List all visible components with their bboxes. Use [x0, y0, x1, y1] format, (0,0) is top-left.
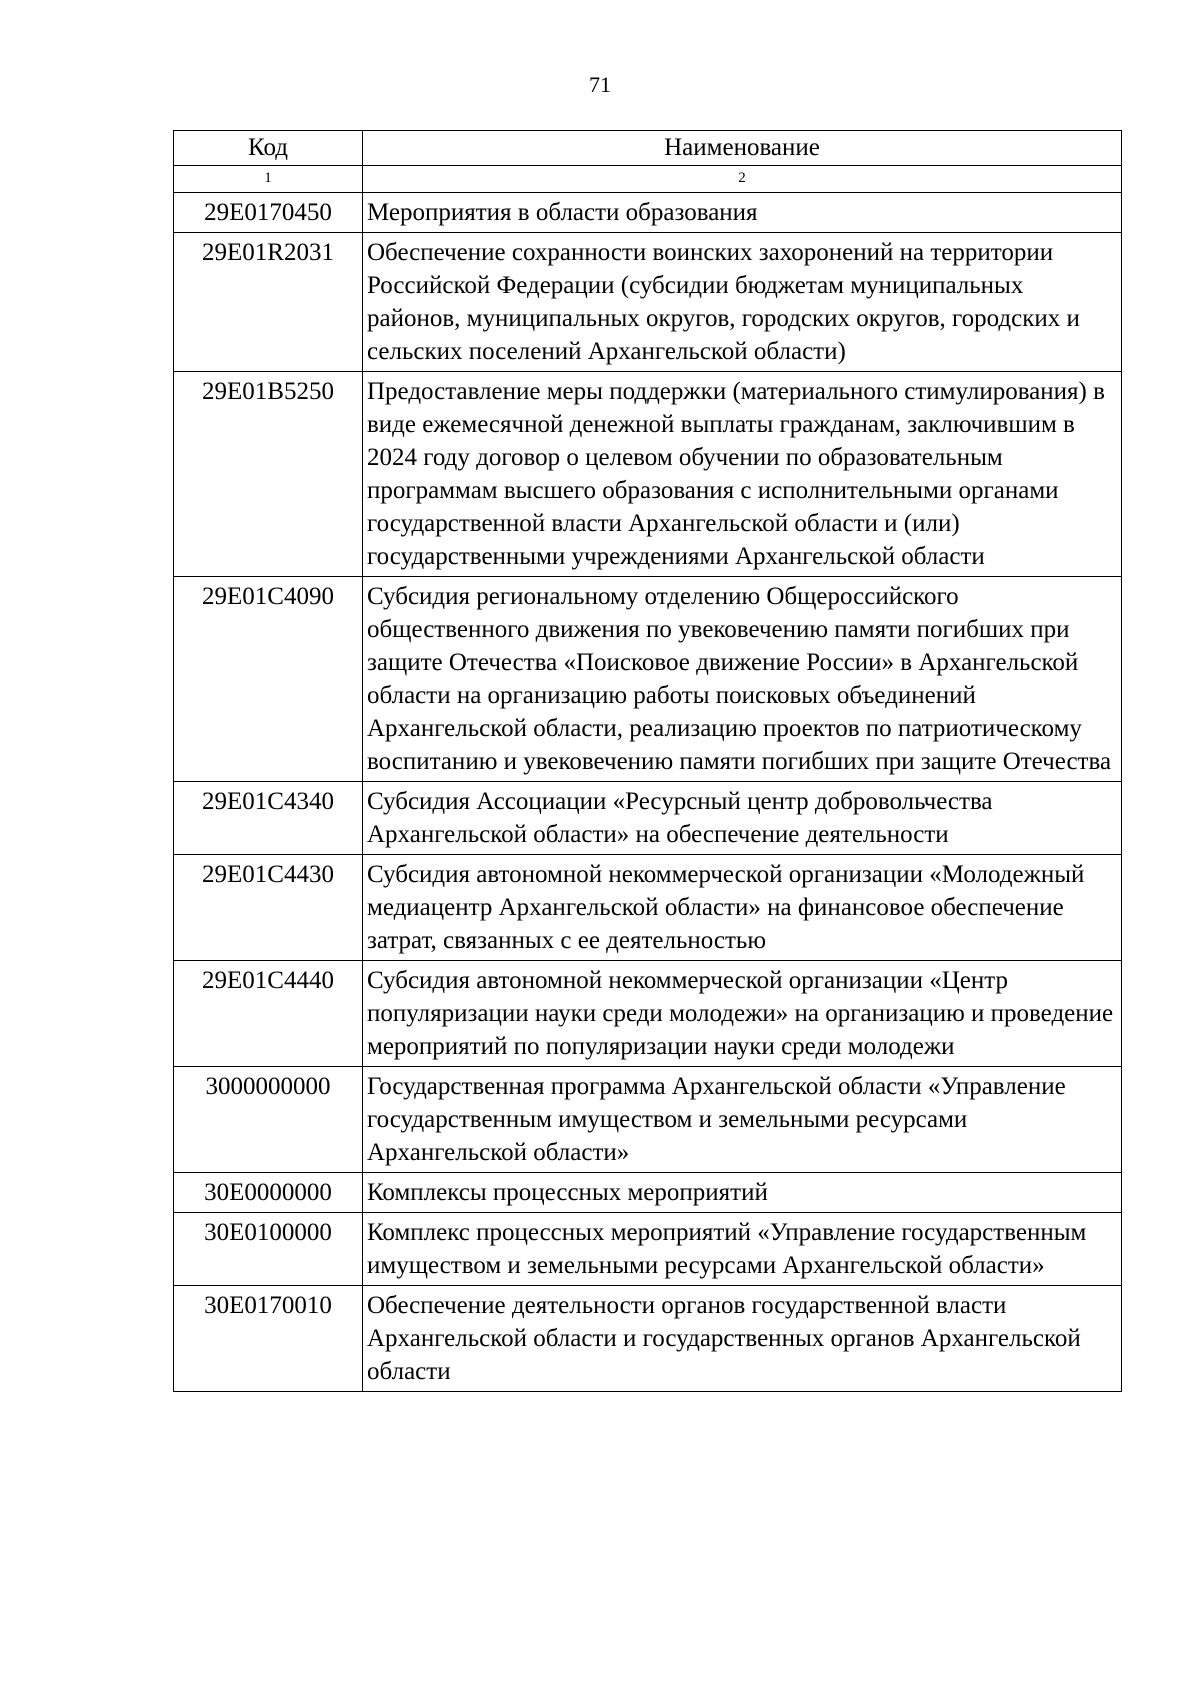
row-name: Обеспечение деятельности органов государственной власти Архангельской области и государственных органов Архангельской области	[363, 1286, 1122, 1392]
row-code: 30E0170010	[174, 1286, 363, 1392]
table-row	[174, 1067, 1122, 1173]
page-number: 71	[589, 72, 611, 97]
row-name: Предоставление меры поддержки (материального стимулирования) в виде ежемесячной денежной выплаты гражданам, заключившим в 2024 году договор о целевом обучении по образовательным программам высшего образования с исполнительными органами государственной власти Архангельской области и (или) государственными учреждениями Архангельской области	[363, 372, 1122, 577]
row-name: Субсидия региональному отделению Общероссийского общественного движения по увековечению памяти погибших при защите Отечества «Поисковое движение России» в Архангельской области на организацию работы поисковых объединений Архангельской области, реализацию проектов по патриотическому воспитанию и увековечению памяти погибших при защите Отечества	[363, 577, 1122, 782]
table-row	[174, 961, 1122, 1067]
row-name: Комплексы процессных мероприятий	[363, 1173, 1122, 1213]
row-name: Мероприятия в области образования	[363, 193, 1122, 233]
row-code: 29E01R2031	[174, 233, 363, 372]
row-code: 29E01C4340	[174, 782, 363, 855]
row-name: Государственная программа Архангельской области «Управление государственным имуществом и земельными ресурсами Архангельской области»	[363, 1067, 1122, 1173]
row-code: 29E01C4090	[174, 577, 363, 782]
row-name: Субсидия автономной некоммерческой организации «Центр популяризации науки среди молодежи» на организацию и проведение мероприятий по популяризации науки среди молодежи	[363, 961, 1122, 1067]
table-row	[174, 1213, 1122, 1286]
table-row	[174, 372, 1122, 577]
row-code: 29E01C4430	[174, 855, 363, 961]
row-name: Субсидия Ассоциации «Ресурсный центр добровольчества Архангельской области» на обеспечение деятельности	[363, 782, 1122, 855]
table-row	[174, 233, 1122, 372]
table-row	[174, 782, 1122, 855]
row-code: 30E0100000	[174, 1213, 363, 1286]
row-code: 29E01B5250	[174, 372, 363, 577]
budget-code-table	[173, 130, 1122, 1392]
row-code: 29E01C4440	[174, 961, 363, 1067]
table-row	[174, 855, 1122, 961]
column-number-row	[174, 166, 1122, 193]
table-row	[174, 577, 1122, 782]
row-code: 3000000000	[174, 1067, 363, 1173]
header-code: Код	[174, 131, 363, 166]
row-code: 29E0170450	[174, 193, 363, 233]
header-name: Наименование	[363, 131, 1122, 166]
row-name: Субсидия автономной некоммерческой организации «Молодежный медиацентр Архангельской области» на финансовое обеспечение затрат, связанных с ее деятельностью	[363, 855, 1122, 961]
column-number-2: 2	[363, 166, 1122, 193]
table-row	[174, 1286, 1122, 1392]
table-row	[174, 193, 1122, 233]
row-name: Комплекс процессных мероприятий «Управление государственным имуществом и земельными ресурсами Архангельской области»	[363, 1213, 1122, 1286]
row-name: Обеспечение сохранности воинских захоронений на территории Российской Федерации (субсидии бюджетам муниципальных районов, муниципальных округов, городских округов, городских и сельских поселений Архангельской области)	[363, 233, 1122, 372]
table-header-row	[174, 131, 1122, 166]
column-number-1: 1	[174, 166, 363, 193]
row-code: 30E0000000	[174, 1173, 363, 1213]
table-row	[174, 1173, 1122, 1213]
